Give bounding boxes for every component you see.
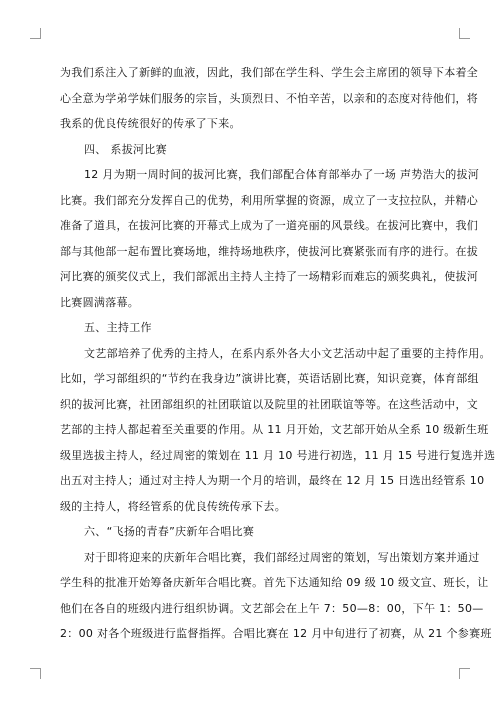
body-text-line: 河比赛的颁奖仪式上，我们部派出主持人主持了一场精彩而难忘的颁奖典礼，使拔河 (60, 270, 479, 283)
body-text-line: 他们在各自的班级内进行组织协调。文艺部会在上午 7：50—8：00，下午 1：50— (60, 601, 484, 615)
body-text-line: 出五对主持人；通过对主持人为期一个月的培训，最终在 12 月 15 日选出经管系 10 (60, 474, 485, 487)
section-heading: 六、“飞扬的青春”庆新年合唱比赛 (84, 525, 255, 538)
body-text-line: 12 月为期一周时间的拔河比赛，我们部配合体育部举办了一场 声势浩大的拔河 (84, 168, 480, 181)
body-text-line: 准备了道具，在拔河比赛的开幕式上成为了一道亮丽的风景线。在拔河比赛中，我们 (60, 219, 479, 232)
body-text-line: 艺部的主持人都起着至关重要的作用。从 11 月开始，文艺部开始从全系 10 级新生班 (60, 423, 489, 436)
document-body (60, 60, 496, 647)
crop-mark-top-left (30, 28, 41, 39)
section-heading: 四、 系拔河比赛 (84, 142, 167, 156)
body-text-line: 比赛圆满落幕。 (60, 295, 140, 309)
body-text-line: 学生科的批准开始筹备庆新年合唱比赛。首先下达通知给 09 级 10 级文宣、班长，让 (60, 576, 489, 589)
body-text-line: 比赛。我们部充分发挥自己的优势，利用所掌握的资源，成立了一支拉拉队，并精心 (60, 193, 479, 207)
crop-mark-bottom-right (459, 668, 470, 679)
body-text-line: 文艺部培养了优秀的主持人，在系内系外各大小文艺活动中起了重要的主持作用。 (84, 346, 491, 360)
body-text-line: 级的主持人，将经管系的优良传统传承下去。 (60, 499, 286, 513)
body-text-line: 级里选拔主持人，经过周密的策划在 11 月 10 号进行初选，11 月 15 号进行复选并选 (60, 448, 496, 462)
body-text-line: 比如，学习部组织的“节约在我身边”演讲比赛，英语话剧比赛，知识竞赛，体育部组 (60, 372, 479, 385)
body-text-line: 2：00 对各个班级进行监督指挥。合唱比赛在 12 月中旬进行了初赛，从 21 个参赛班 (60, 627, 492, 640)
crop-mark-top-right (459, 28, 470, 39)
body-text-line: 我系的优良传统很好的传承了下来。 (60, 117, 241, 130)
body-text-line: 心全意为学弟学妹们服务的宗旨，头顶烈日、不怕辛苦，以亲和的态度对待他们，将 (60, 91, 479, 105)
crop-mark-bottom-left (30, 668, 41, 679)
section-heading: 五、主持工作 (84, 321, 152, 334)
body-text-line: 部与其他部一起布置比赛场地，维持场地秩序，使拔河比赛紧张而有序的进行。在拔 (60, 244, 479, 258)
body-text-line: 织的拔河比赛，社团部组织的社团联谊以及院里的社团联谊等等。在这些活动中，文 (60, 397, 479, 411)
body-text-line: 对于即将迎来的庆新年合唱比赛，我们部经过周密的策划，写出策划方案并通过 (84, 550, 480, 564)
body-text-line: 为我们系注入了新鲜的血液，因此，我们部在学生科、学生会主席团的领导下本着全 (60, 66, 479, 79)
